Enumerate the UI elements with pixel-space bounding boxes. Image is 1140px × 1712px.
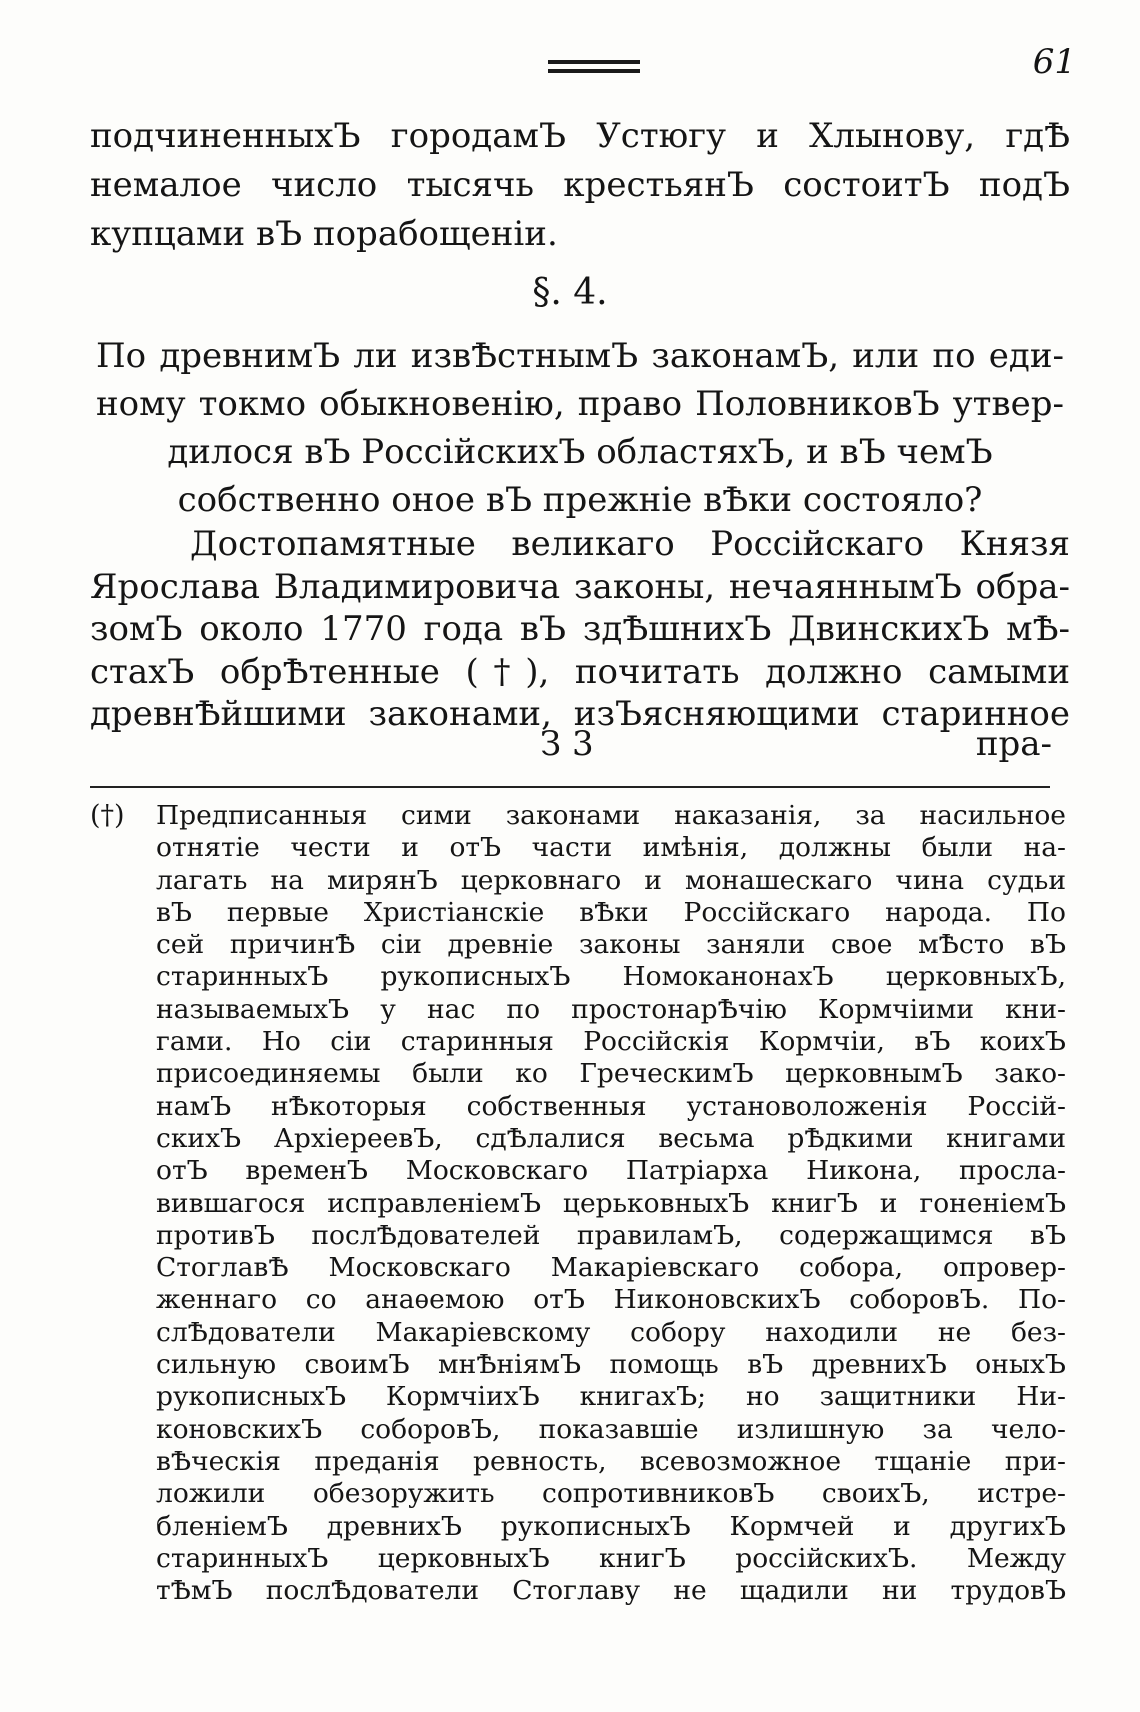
section-heading: §. 4.: [532, 272, 608, 313]
footnote-line: намЪ нѢкоторыя собственныя установоложенiя Россiй-: [156, 1090, 1066, 1122]
question-line: ному токмо обыкновенiю, право ПоловниковЪ утвер-: [96, 384, 1064, 424]
body-line: зомЪ около 1770 года вЪ здѢшнихЪ ДвинскихЪ мѢ-: [90, 609, 1070, 649]
footnote-line: сильную своимЪ мнѢнiямЪ помощь вЪ древнихЪ оныхЪ: [156, 1349, 1066, 1381]
catchword: пра-: [975, 724, 1052, 764]
body-line: древнѢйшими законами, изЪясняющими старинное: [90, 694, 1070, 734]
question-line: По древнимЪ ли извѢстнымЪ законамЪ, или по еди-: [96, 336, 1064, 376]
footnote-line: скихЪ АрхiереевЪ, сдѢлалися весьма рѢдкими книгами: [156, 1122, 1066, 1154]
question-line: собственно оное вЪ прежнiе вѢки состояло?: [177, 480, 983, 520]
footnote-line: Предписанныя сими законами наказанiя, за насильное: [156, 800, 1066, 831]
footnote-line: вЪ первые Христiанскiе вѢки Россiйскаго народа. По: [156, 896, 1066, 928]
footnote-line: тѢмЪ послѢдователи Стоглаву не щадили ни трудовЪ: [156, 1575, 1066, 1607]
footnote-line: отЪ временЪ Московскаго Патрiарха Никона, просла-: [156, 1155, 1066, 1187]
text-line: немалое число тысячь крестьянЪ состоитЪ подЪ: [90, 165, 1070, 205]
footnote-line: сей причинѢ сiи древнiе законы заняли свое мѢсто вЪ: [156, 929, 1066, 961]
text-line: подчиненныхЪ городамЪ Устюгу и Хлынову, гдѢ: [90, 116, 1070, 156]
body-paragraph: [90, 523, 1070, 736]
footnote-divider: [90, 786, 1050, 788]
footnote-line: коновскихЪ соборовЪ, показавшiе излишную за чело-: [156, 1413, 1066, 1445]
footnote-line: гами. Но сiи старинныя Россiйскiя Кормчiи, вЪ коихЪ: [156, 1026, 1066, 1058]
footnote-line: называемыхЪ у нас по простонарѢчiю Кормчiими кни-: [156, 993, 1066, 1025]
footnote-line: рукописныхЪ КормчiихЪ книгахЪ; но защитники Ни-: [156, 1381, 1066, 1413]
opening-paragraph: [90, 112, 1070, 259]
footnote-line: СтоглавѢ Московскаго Макарiевскаго собора, опровер-: [156, 1252, 1066, 1284]
footnote-line: женнаго со анаѳемою отЪ НиконовскихЪ соборовЪ. По-: [156, 1284, 1066, 1316]
page-number: 61: [1032, 42, 1076, 82]
footnote-line: старинныхЪ рукописныхЪ НомоканонахЪ церковныхЪ,: [156, 961, 1066, 993]
footnote-line: присоединяемы были ко ГреческимЪ церковнымЪ зако-: [156, 1058, 1066, 1090]
footnote-line: лагать на мирянЪ церковнаго и монашескаго чина судьи: [156, 864, 1066, 896]
body-line: стахЪ обрѢтенные (†), почитать должно самыми: [90, 651, 1070, 692]
footnote-line: вѢческiя преданiя ревность, всевозможное тщанiе при-: [156, 1445, 1066, 1477]
body-line: Достопамятные великаго Россiйскаго Князя: [190, 524, 1070, 564]
header-ornament: [548, 60, 640, 78]
footnote-mark: (†): [90, 800, 125, 831]
footnote: [90, 800, 1070, 1607]
footnote-line: вившагося исправленiемЪ церьковныхЪ книгЪ и гоненiемЪ: [156, 1187, 1066, 1219]
section-question: [96, 332, 1064, 524]
signature-mark: З 3: [540, 724, 594, 764]
body-line: Ярослава Владимировича законы, нечаяннымЪ обра-: [90, 566, 1070, 607]
page-footer: [90, 720, 1070, 768]
footnote-line: противЪ послѢдователей правиламЪ, содержащимся вЪ: [156, 1219, 1066, 1251]
footnote-line: отнятiе чести и отЪ части имѣнiя, должны были на-: [156, 832, 1066, 864]
footnote-line: бленiемЪ древнихЪ рукописныхЪ Кормчей и другихЪ: [156, 1510, 1066, 1542]
footnote-line: слѢдователи Макарiевскому собору находили не без-: [156, 1316, 1066, 1348]
text-line: купцами вЪ порабощенiи.: [90, 214, 558, 254]
footnote-line: старинныхЪ церковныхЪ книгЪ россiйскихЪ. Между: [156, 1542, 1066, 1574]
footnote-line: ложили обезоружить сопротивниковЪ своихЪ, истре-: [156, 1478, 1066, 1510]
question-line: дилося вЪ РоссiйскихЪ областяхЪ, и вЪ чемЪ: [167, 432, 993, 472]
